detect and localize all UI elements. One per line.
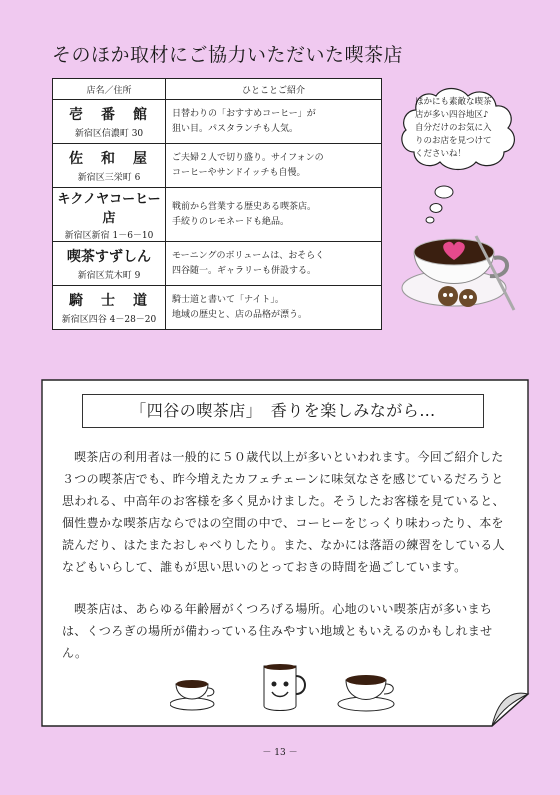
shop-name-cell (53, 100, 166, 144)
shop-description (166, 242, 382, 286)
shop-description (166, 188, 382, 242)
desc-line: 騎士道と書いて「ナイト」。 (172, 294, 284, 305)
shop-name: 騎 士 道 (69, 293, 149, 309)
desc-line: 狙い目。パスタランチも人気。 (172, 123, 299, 134)
coffee-cup-illustration (396, 184, 526, 324)
coffee-cup-icon (170, 680, 214, 710)
bubble-line: 店が多い四谷地区♪ (415, 110, 489, 120)
bubble-text (415, 96, 507, 161)
desc-line: 戦前から営業する歴史ある喫茶店。 (172, 201, 317, 212)
shop-description (166, 100, 382, 144)
article-paragraph: 喫茶店の利用者は一般的に５０歳代以上が多いといわれます。今回ご紹介した３つの喫茶店でも、昨今増えたカフェチェーンに味気なさを感じているだろうと思われる、中高年のお客様を多く見かけました。そうしたお客様を見ていると、個性豊かな喫茶店ならではの空間の中で、コーヒーをじっくり味わったり、本を読んだり、はたまたおしゃべりしたり。また、なかには落語の練習をしている人などもいらして、誰もが思い思いのとっておきの時間を過ごしています。 (62, 450, 505, 574)
bubble-line: くださいね！ (415, 149, 467, 159)
bubble-line: 自分だけのお気に入 (415, 123, 492, 133)
table-header-row (53, 79, 382, 100)
desc-line: ご夫婦２人で切り盛り。サイフォンの (172, 152, 324, 163)
article-paragraph: 喫茶店は、あらゆる年齢層がくつろげる場所。心地のいい喫茶店が多いまちは、くつろぎの場所が備わっている住みやすい地域ともいえるのかもしれません。 (62, 602, 493, 660)
coffee-cup-icon (338, 675, 394, 711)
desc-line: モーニングのボリュームは、おそらく (172, 250, 325, 261)
desc-line: 日替わりの「おすすめコーヒー」が (172, 108, 316, 119)
shop-name-cell (53, 188, 166, 242)
eye-icon (469, 295, 473, 299)
shop-address: 新宿区信濃町 30 (74, 129, 144, 139)
desc-line: 四谷随一。ギャラリーも併設する。 (172, 265, 317, 276)
shop-address: 新宿区荒木町 9 (77, 271, 141, 281)
column-header-desc: ひとことご紹介 (166, 79, 382, 100)
table-row (53, 242, 382, 286)
page-title: そのほか取材にご協力いただいた喫茶店 (52, 44, 404, 66)
shop-name-cell (53, 242, 166, 286)
bubble-line: りのお店を見つけて (415, 136, 492, 146)
shop-address: 新宿区新宿 1－6－10 (64, 231, 154, 241)
eye-icon (449, 293, 453, 297)
shop-table (52, 78, 382, 330)
bubble-dot-icon (435, 186, 453, 198)
desc-line: 地域の歴史と、店の品格が漂う。 (172, 309, 308, 320)
cup-icons-row (170, 660, 400, 714)
character-head-icon (459, 289, 477, 307)
shop-name: キクノヤコーヒー店 (57, 192, 161, 226)
page-number: － 13 － (262, 748, 298, 758)
bubble-line: ほかにも素敵な喫茶 (415, 97, 492, 107)
shop-name: 喫茶すずしん (66, 249, 152, 265)
shop-description (166, 144, 382, 188)
shop-name: 壱 番 館 (69, 107, 149, 123)
table-row (53, 100, 382, 144)
table-row (53, 188, 382, 242)
column-header-name: 店名／住所 (53, 79, 166, 100)
shop-address: 新宿区四谷 4－28－20 (61, 315, 157, 325)
shop-description (166, 286, 382, 330)
shop-name-cell (53, 286, 166, 330)
shop-address: 新宿区三栄町 6 (77, 173, 141, 183)
table-row (53, 286, 382, 330)
smiling-mug-icon (264, 664, 305, 711)
desc-line: コーヒーやサンドイッチも自慢。 (172, 167, 306, 178)
panel-title: 「四谷の喫茶店」 香りを楽しみながら… (82, 394, 484, 428)
shop-name: 佐 和 屋 (69, 151, 149, 167)
table-row (53, 144, 382, 188)
character-head-icon (438, 286, 458, 306)
desc-line: 手絞りのレモネードも絶品。 (172, 216, 290, 227)
eye-icon (443, 293, 447, 297)
eye-icon (463, 295, 467, 299)
bubble-dot-icon (426, 217, 434, 223)
shop-name-cell (53, 144, 166, 188)
bubble-dot-icon (430, 204, 442, 213)
